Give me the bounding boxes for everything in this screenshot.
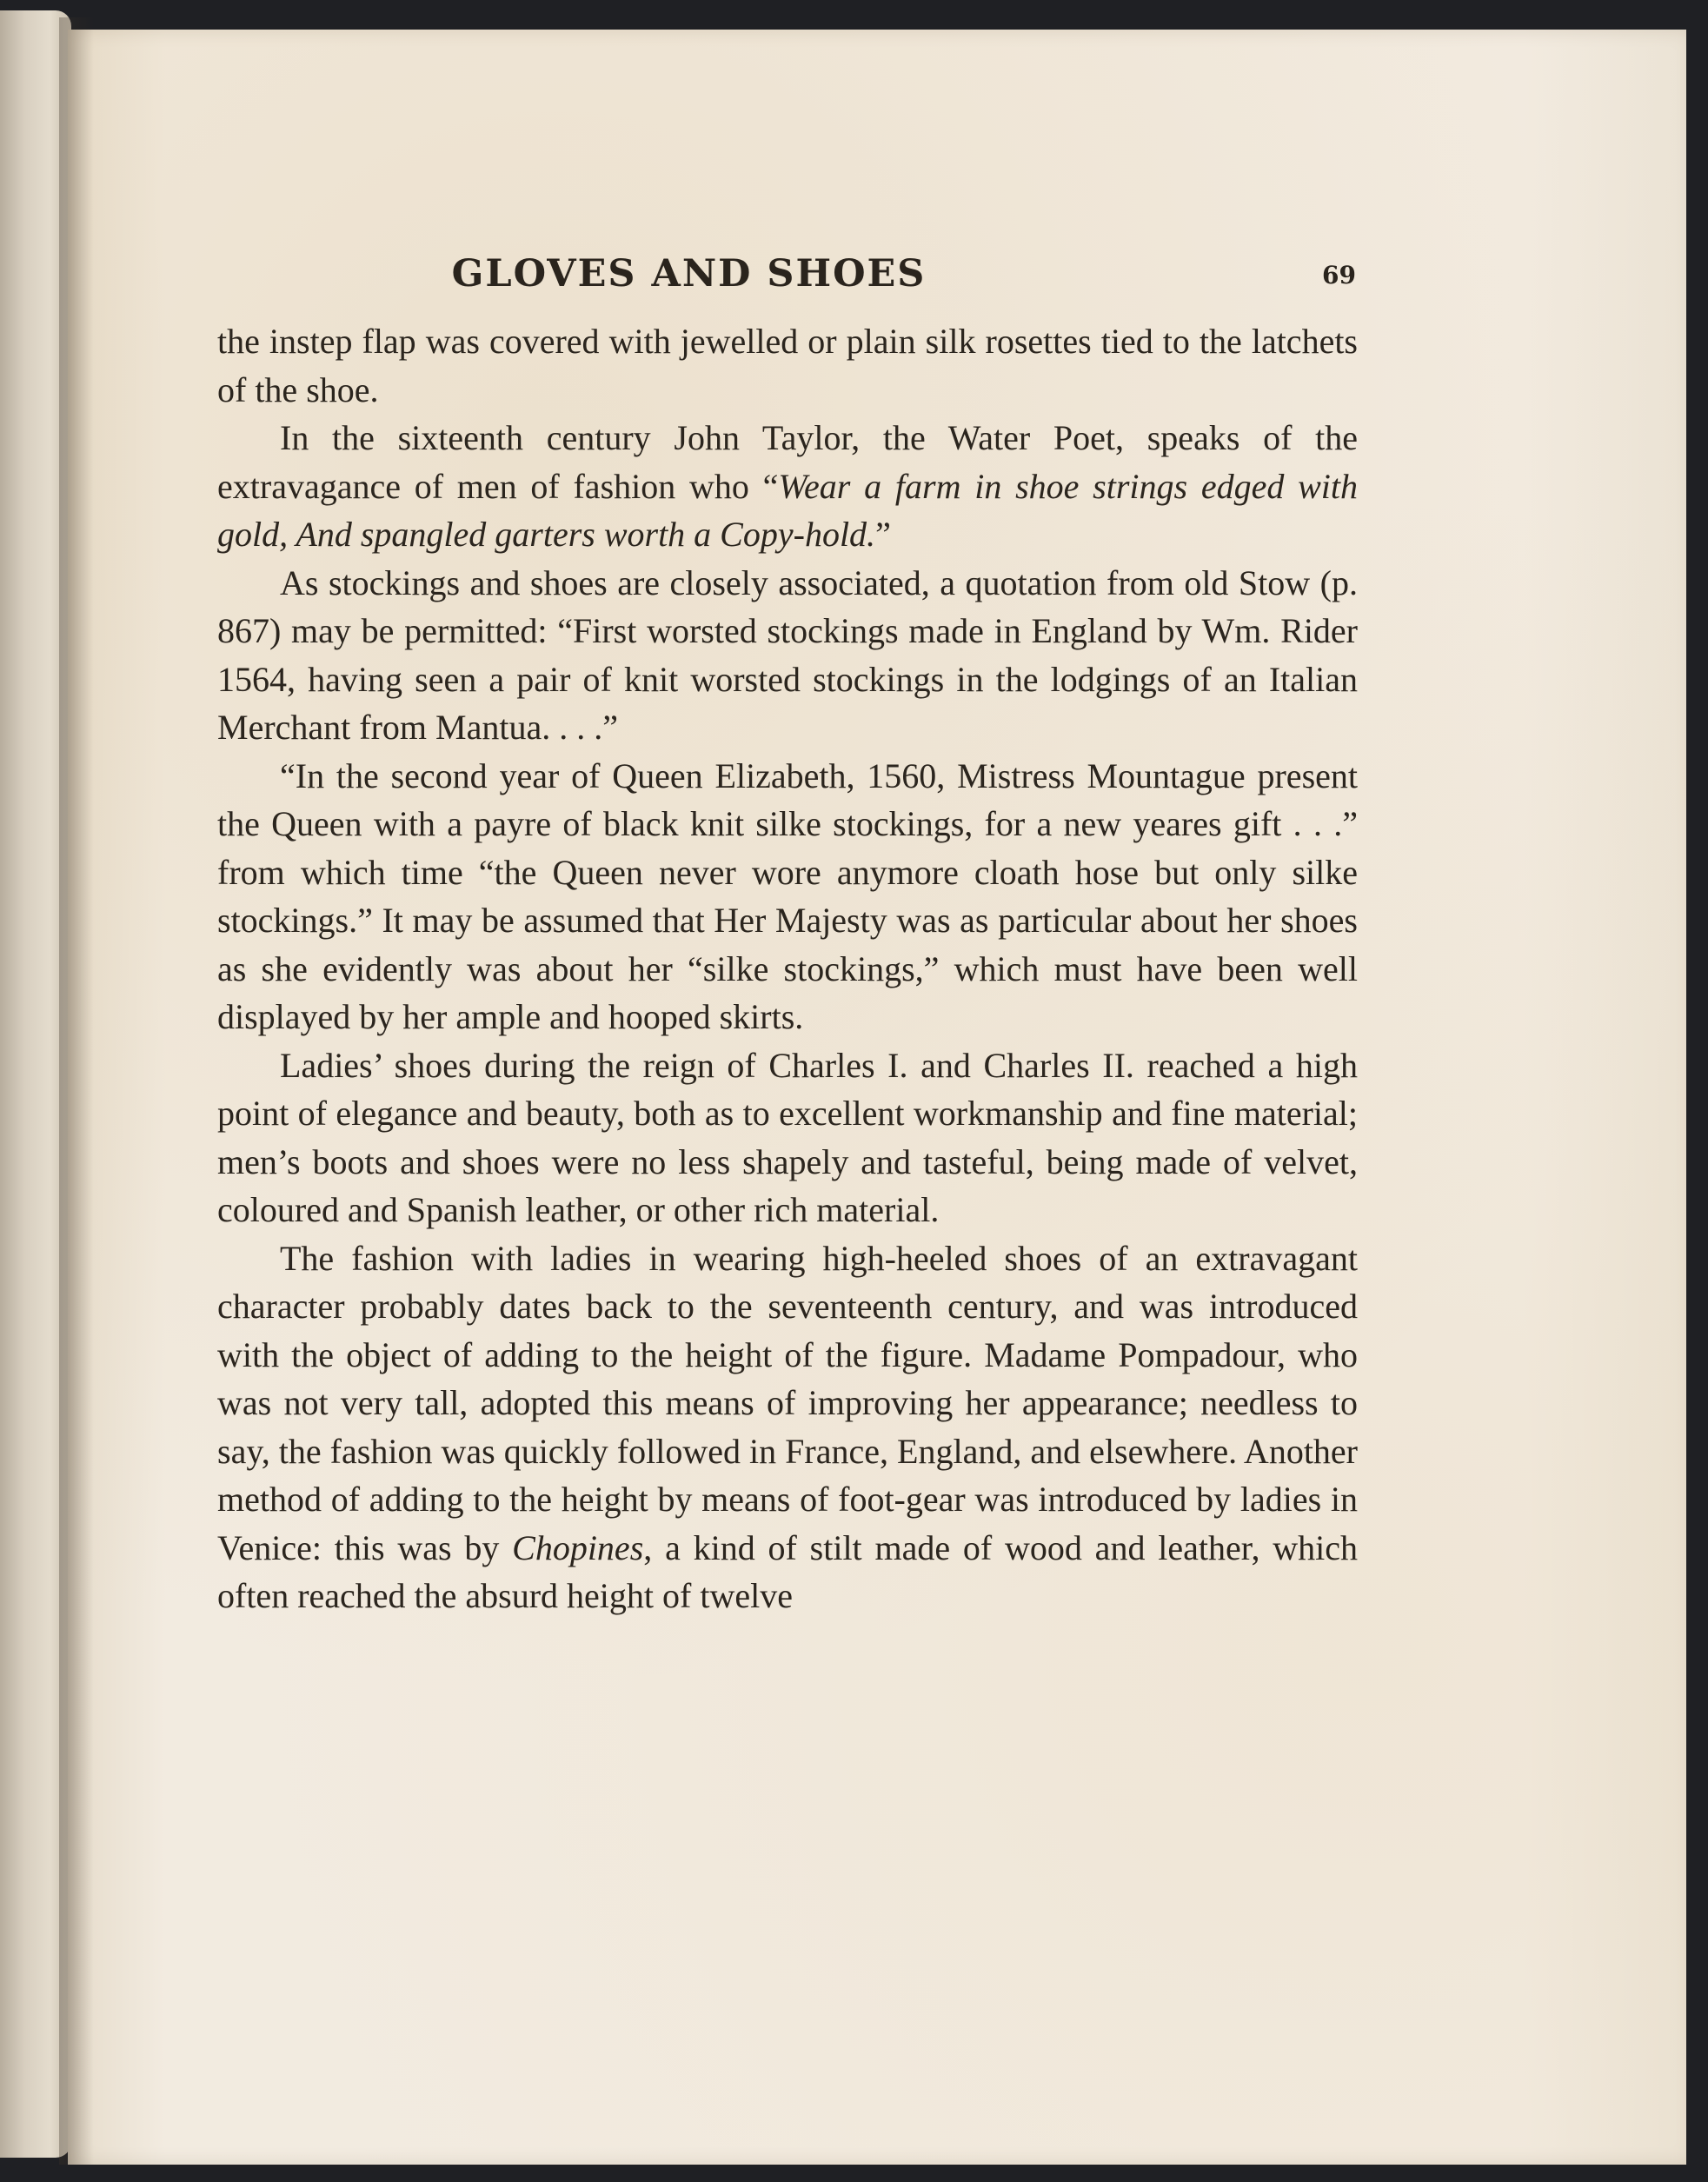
italic-term: Chopines: [512, 1527, 644, 1567]
paragraph: [217, 317, 1358, 414]
page-number: 69: [1322, 261, 1356, 289]
gutter-shadow: [59, 17, 94, 2165]
paragraph: [217, 1234, 1358, 1620]
text-run: As stockings and shoes are closely associated, a quotation from old Stow (p. 867) may be permitted: “First worsted stockings made in England by Wm. Rider 1564, having seen a pair of knit worsted stockings in the lodgings of an Italian Merchant from Mantua. . . .”: [217, 562, 1358, 747]
text-run: In the sixteenth century John Taylor, the Water Poet, speaks of the extravagance of men of fashion who “: [217, 418, 1358, 506]
italic-quotation: Wear a farm in shoe strings edged with gold, And spangled garters worth a Copy-hold.: [217, 466, 1359, 554]
page-header: [217, 252, 1356, 304]
text-run: ”: [875, 515, 891, 554]
paragraph: [217, 752, 1358, 1041]
text-run: the instep flap was covered with jewelled or plain silk rosettes tied to the latchets of the shoe.: [217, 322, 1358, 409]
body-text: [217, 317, 1358, 1620]
text-run: Ladies’ shoes during the reign of Charles I. and Charles II. reached a high point of elegance and beauty, both as to excellent workmanship and fine material; men’s boots and shoes were no less shapely and tasteful, being made of velvet, coloured and Spanish leather, or other rich material.: [217, 1045, 1358, 1229]
paragraph: [217, 559, 1358, 752]
text-run: “In the second year of Queen Elizabeth, 1560, Mistress Mountague present the Queen with a payre of black knit silke stockings, for a new yeares gift . . .” from which time “the Queen never wore anymore cloath hose but only silke stockings.” It may be assumed that Her Majesty was as particular about her shoes as she evidently was about her “silke stockings,” which must have been well displayed by her ample and hooped skirts.: [217, 755, 1358, 1036]
text-run: , a kind of stilt made of wood and leather, which often reached the absurd height of twelve: [217, 1527, 1358, 1615]
running-title: GLOVES AND SHOES: [451, 252, 927, 296]
text-run: The fashion with ladies in wearing high-heeled shoes of an extravagant character probably dates back to the seventeenth century, and was introduced with the object of adding to the height of the figure. Madame Pompadour, who was not very tall, adopted this means of improving her appearance; needless to say, the fashion was quickly followed in France, England, and elsewhere. Another method of adding to the height by means of foot-gear was introduced by ladies in Venice: this was by: [217, 1238, 1358, 1567]
paragraph: [217, 1041, 1358, 1234]
paragraph: [217, 414, 1358, 559]
